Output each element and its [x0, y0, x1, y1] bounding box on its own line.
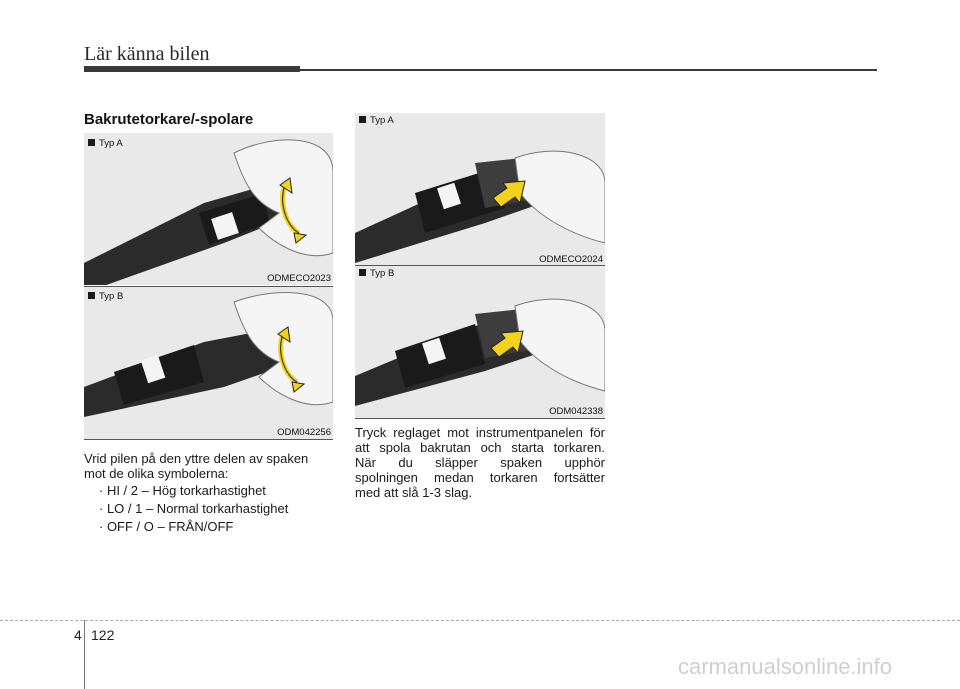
page-number: 122 — [91, 627, 115, 643]
figure-label: Typ B — [99, 291, 124, 302]
figure-left-type-a — [84, 133, 333, 285]
figure-right-type-b — [355, 266, 605, 418]
figure-code: ODM042256 — [277, 427, 331, 438]
figure-label: Typ B — [370, 268, 395, 279]
right-text-line: Tryck reglaget mot instrumentpanelen för — [355, 425, 605, 440]
chapter-number: 4 — [74, 627, 82, 643]
left-intro-line-2: mot de olika symbolerna: — [84, 466, 229, 481]
right-text-line: med att slå 1-3 slag. — [355, 485, 473, 500]
wiper-stalk-push-illustration — [355, 266, 605, 418]
header-rule-thin — [300, 69, 877, 71]
figure-right-type-a — [355, 113, 605, 265]
header-rule-thick — [84, 66, 300, 72]
bullet-item: · LO / 1 – Normal torkarhastighet — [99, 501, 289, 516]
right-text-line: spolningen medan torkaren fortsätter — [355, 470, 605, 485]
figure-divider — [355, 418, 605, 419]
figure-code: ODMECO2024 — [539, 254, 603, 265]
bullet-item: · HI / 2 – Hög torkarhastighet — [99, 483, 266, 498]
figure-label: Typ A — [99, 138, 123, 149]
figure-label: Typ A — [370, 115, 394, 126]
left-intro-line-1: Vrid pilen på den yttre delen av spaken — [84, 451, 309, 466]
figure-code: ODM042338 — [549, 406, 603, 417]
right-text-line: att spola bakrutan och starta torkaren. — [355, 440, 605, 455]
wiper-stalk-push-illustration — [355, 113, 605, 265]
figure-code: ODMECO2023 — [267, 273, 331, 284]
figure-divider — [84, 439, 333, 440]
bullet-item: · OFF / O – FRÅN/OFF — [99, 519, 234, 534]
wiper-stalk-rotate-illustration — [84, 133, 333, 285]
chapter-title: Lär känna bilen — [84, 43, 210, 65]
figure-left-type-b — [84, 287, 333, 439]
footer-divider — [84, 620, 85, 689]
right-text-line: När du släpper spaken upphör — [355, 455, 605, 470]
wiper-stalk-rotate-illustration — [84, 287, 333, 439]
section-heading: Bakrutetorkare/-spolare — [84, 111, 254, 128]
watermark: carmanualsonline.info — [678, 654, 893, 679]
footer-rule — [0, 620, 960, 621]
